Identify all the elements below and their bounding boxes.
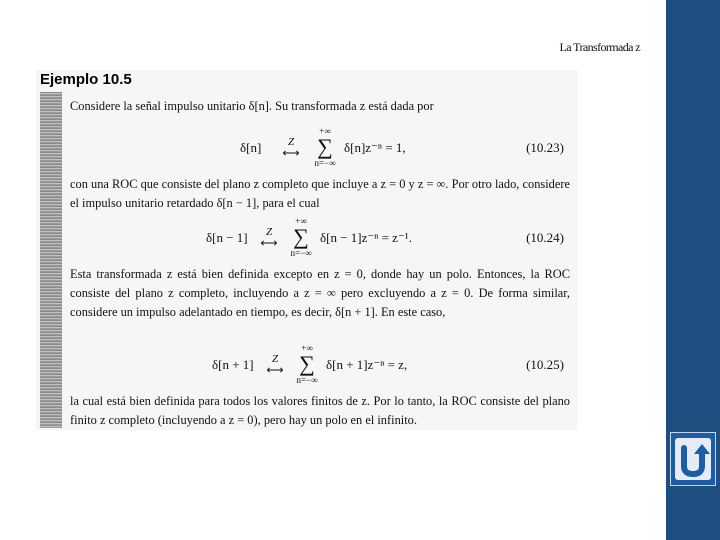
equation-lhs: δ[n − 1] [206, 230, 248, 245]
summation: +∞ ∑ n=−∞ [290, 216, 312, 258]
equation-rhs: δ[n + 1]z⁻ⁿ = z, [326, 357, 408, 372]
equation-rhs: δ[n − 1]z⁻ⁿ = z⁻¹. [320, 230, 412, 245]
equation-lhs: δ[n + 1] [212, 357, 254, 372]
slide-header: La Transformada z [559, 40, 640, 54]
example-title: Ejemplo 10.5 [40, 71, 132, 88]
equation-10-23 [70, 126, 570, 170]
paragraph-3: Esta transformada z está bien definida excepto en z = 0, donde hay un polo. Entonces, la ROC consiste del plano z completo, incluyendo a z = ∞ pero excluyendo a z = 0. De forma similar, considere un impulso adelantado en tiempo, es decir, δ[n + 1]. En este caso, [70, 267, 570, 319]
return-icon-frame [675, 438, 711, 480]
paragraph-1: Considere la señal impulso unitario δ[n]. Su transformada z está dada por [70, 99, 434, 113]
return-button[interactable] [670, 432, 716, 486]
summation: +∞ ∑ n=−∞ [296, 343, 318, 385]
z-transform-arrow: Z ⟷ [260, 226, 278, 250]
equation-rhs: δ[n]z⁻ⁿ = 1, [344, 140, 406, 155]
page-margin-strip [40, 92, 62, 428]
equation-10-24 [70, 216, 570, 260]
equation-number: (10.23) [526, 140, 564, 155]
paragraph-4: la cual está bien definida para todos los valores finitos de z. Por lo tanto, la ROC consiste del plano finito z completo (incluyendo a z = 0), pero hay un polo en el infinito. [70, 394, 570, 427]
equation-10-25 [70, 343, 570, 387]
z-transform-arrow: Z ⟷ [282, 136, 300, 160]
paragraph-2: con una ROC que consiste del plano z completo que incluye a z = 0 y z = ∞. Por otro lado, considere el impulso unitario retardado δ[n − 1], para el cual [70, 177, 570, 210]
equation-number: (10.24) [526, 230, 564, 245]
return-icon [675, 438, 711, 480]
z-transform-arrow: Z ⟷ [266, 353, 284, 377]
equation-number: (10.25) [526, 357, 564, 372]
summation: +∞ ∑ n=−∞ [314, 126, 336, 168]
equation-lhs: δ[n] [240, 140, 262, 155]
